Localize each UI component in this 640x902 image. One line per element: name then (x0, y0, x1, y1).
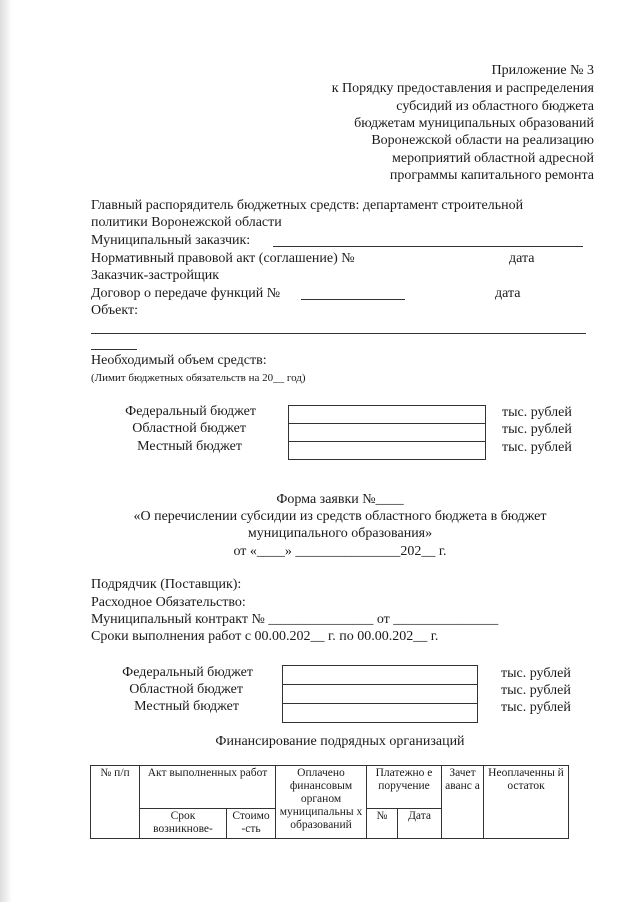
budget1-regional-label: Областной бюджет (132, 421, 246, 436)
col-unpaid-header: Неоплаченны й остаток (484, 766, 569, 839)
developer-label: Заказчик-застройщик (91, 268, 220, 283)
contract-date-label: дата (495, 286, 521, 301)
budget1-local-label: Местный бюджет (137, 439, 242, 454)
legal-act-date-label: дата (509, 251, 535, 266)
form-subtitle-1: «О перечислении субсидии из средств областного бюджета в бюджет (133, 509, 547, 524)
header-line-2: к Порядку предоставления и распределения (331, 81, 594, 96)
legal-act-label: Нормативный правовой акт (соглашение) № (91, 251, 355, 266)
budget2-federal-amount (283, 666, 477, 685)
budget2-local-amount (283, 704, 477, 723)
budget1-regional-unit: тыс. рублей (502, 422, 572, 437)
work-terms-line: Сроки выполнения работ с 00.00.202__ г. по 00.00.202__ г. (91, 629, 439, 644)
budget2-regional-unit: тыс. рублей (501, 683, 571, 698)
budget1-federal-amount (289, 406, 485, 424)
volume-limit: (Лимит бюджетных обязательств на 20__ год) (91, 372, 306, 384)
sub-cost-header: Стоимо -сть (227, 809, 276, 839)
header-line-6: мероприятий областной адресной (392, 151, 594, 166)
supplier-label: Подрядчик (Поставщик): (91, 577, 242, 592)
volume-title: Необходимый объем средств: (91, 353, 267, 368)
col-advance-header: Зачет аванс а (442, 766, 484, 839)
budget2-local-label: Местный бюджет (134, 699, 239, 714)
budget2-federal-label: Федеральный бюджет (122, 665, 253, 680)
col-act-header: Акт выполненных работ (140, 766, 276, 809)
col-paid-header: Оплачено финансовым органом муниципальны х образований (276, 766, 367, 839)
sub-number-header: № (367, 809, 398, 839)
budget1-local-amount (289, 442, 485, 460)
budget2-amount-box (282, 665, 478, 723)
page-edge (0, 0, 12, 902)
budget2-regional-label: Областной бюджет (129, 682, 243, 697)
header-line-1: Приложение № 3 (491, 63, 594, 78)
form-subtitle-2: муниципального образования» (247, 526, 433, 541)
contract-number-line (301, 299, 405, 300)
budget1-federal-unit: тыс. рублей (502, 405, 572, 420)
financing-header-row (91, 766, 569, 809)
budget1-regional-amount (289, 424, 485, 442)
distributor-line-1: Главный распорядитель бюджетных средств: департамент строительной (91, 198, 524, 213)
object-blank-line (91, 333, 586, 334)
header-line-5: Воронежской области на реализацию (371, 133, 594, 148)
form-title: Форма заявки №____ (276, 492, 404, 507)
form-date-line: от «____» _______________202__ г. (233, 544, 447, 559)
customer-label: Муниципальный заказчик: (91, 233, 251, 248)
col-number-header: № п/п (91, 766, 140, 839)
customer-blank-line (273, 246, 583, 247)
object-blank-line-2 (91, 349, 137, 350)
sub-term-header: Срок возникнове- (140, 809, 227, 839)
col-payment-header: Платежно е поручение (367, 766, 442, 809)
financing-table (90, 765, 569, 839)
budget2-federal-unit: тыс. рублей (501, 666, 571, 681)
sub-date-header: Дата (398, 809, 442, 839)
budget2-local-unit: тыс. рублей (501, 700, 571, 715)
budget1-amount-box (288, 405, 486, 460)
budget1-local-unit: тыс. рублей (502, 440, 572, 455)
object-label: Объект: (91, 303, 138, 318)
header-line-7: программы капитального ремонта (389, 168, 594, 183)
financing-title: Финансирование подрядных организаций (215, 734, 465, 749)
header-line-4: бюджетам муниципальных образований (354, 116, 594, 131)
distributor-line-2: политики Воронежской области (91, 215, 282, 230)
municipal-contract-line: Муниципальный контракт № _______________ от _______________ (91, 612, 499, 627)
header-line-3: субсидий из областного бюджета (396, 99, 594, 114)
contract-label: Договор о передаче функций № (91, 286, 281, 301)
obligation-label: Расходное Обязательство: (91, 595, 246, 610)
budget2-regional-amount (283, 685, 477, 704)
budget1-federal-label: Федеральный бюджет (125, 404, 256, 419)
